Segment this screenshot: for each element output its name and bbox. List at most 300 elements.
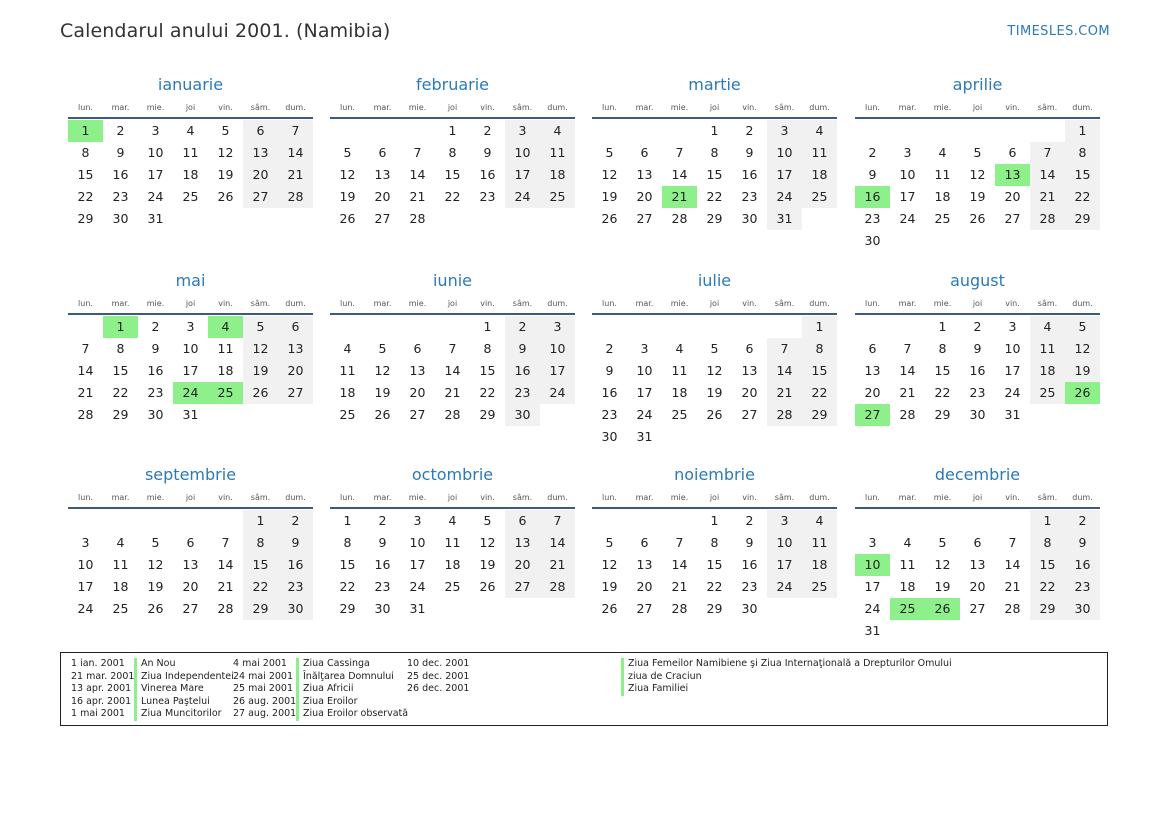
day-cell: 19: [601, 579, 618, 594]
day-cell: 22: [112, 385, 129, 400]
holiday-day-cell: 16: [855, 186, 890, 208]
day-cell: 16: [601, 385, 618, 400]
day-cell: 7: [221, 535, 230, 550]
month-name: februarie: [415, 75, 490, 94]
day-cell: 24: [409, 579, 426, 594]
day-cell: 22: [444, 189, 461, 204]
day-cell: 27: [636, 211, 653, 226]
holiday-day-cell: 25: [208, 382, 243, 404]
day-cell: 19: [243, 360, 278, 382]
day-cell: 30: [505, 404, 540, 426]
day-cell: 26: [339, 211, 356, 226]
day-cell: 16: [969, 363, 986, 378]
holiday-date: 26 dec. 2001: [407, 683, 470, 695]
month-martie: [592, 73, 837, 230]
day-cell: 20: [1004, 189, 1021, 204]
month-name: aprilie: [952, 75, 1003, 94]
weekday-label: dum.: [285, 103, 306, 112]
day-cell: 11: [802, 532, 837, 554]
day-cell: 25: [802, 186, 837, 208]
weekday-label: mie.: [408, 493, 427, 502]
weekday-label: joi: [185, 493, 196, 502]
days-grid: [330, 120, 575, 230]
holiday-date: 24 mai 2001: [233, 670, 294, 682]
month-iunie: [330, 269, 575, 426]
weekday-label: mar.: [373, 493, 392, 502]
day-cell: 11: [217, 341, 234, 356]
weekday-label: vin.: [480, 299, 495, 308]
day-cell: 2: [483, 123, 492, 138]
weekday-label: mie.: [670, 493, 689, 502]
day-cell: 30: [601, 429, 618, 444]
day-cell: 18: [802, 554, 837, 576]
weekday-label: dum.: [809, 299, 830, 308]
weekday-label: mar.: [111, 103, 130, 112]
month-ianuarie: [68, 73, 313, 230]
day-cell: 25: [671, 407, 688, 422]
day-cell: 23: [505, 382, 540, 404]
day-cell: 22: [1030, 576, 1065, 598]
day-cell: 9: [745, 535, 754, 550]
day-cell: 6: [278, 316, 313, 338]
weekday-label: sâm.: [1037, 493, 1058, 502]
weekday-label: mar.: [111, 493, 130, 502]
day-cell: 22: [339, 579, 356, 594]
day-cell: 29: [934, 407, 951, 422]
day-cell: 4: [802, 120, 837, 142]
holiday-day-cell: 27: [855, 404, 890, 426]
weekday-label: sâm.: [250, 103, 271, 112]
weekday-label: mie.: [146, 493, 165, 502]
day-cell: 30: [374, 601, 391, 616]
weekday-label: dum.: [1072, 493, 1093, 502]
day-cell: 6: [186, 535, 195, 550]
day-cell: 15: [706, 167, 723, 182]
days-grid: [855, 316, 1100, 426]
day-cell: 26: [243, 382, 278, 404]
weekday-label: joi: [447, 493, 458, 502]
holiday-day-cell: 21: [662, 186, 697, 208]
weekday-label: lun.: [78, 103, 93, 112]
month-name: ianuarie: [157, 75, 224, 94]
holiday-date: 13 apr. 2001: [71, 683, 132, 695]
day-cell: 21: [767, 382, 802, 404]
day-cell: 23: [112, 189, 129, 204]
weekday-label: vin.: [480, 493, 495, 502]
day-cell: 29: [479, 407, 496, 422]
day-cell: 23: [374, 579, 391, 594]
day-cell: 13: [409, 363, 426, 378]
day-cell: 14: [671, 557, 688, 572]
weekday-label: joi: [447, 299, 458, 308]
day-cell: 19: [934, 579, 951, 594]
day-cell: 8: [710, 145, 719, 160]
weekday-label: dum.: [547, 103, 568, 112]
day-cell: 7: [767, 338, 802, 360]
day-cell: 25: [182, 189, 199, 204]
day-cell: 5: [343, 145, 352, 160]
day-cell: 7: [448, 341, 457, 356]
weekday-label: dum.: [285, 493, 306, 502]
day-cell: 25: [540, 186, 575, 208]
day-cell: 29: [77, 211, 94, 226]
day-cell: 16: [505, 360, 540, 382]
weekday-label: joi: [709, 493, 720, 502]
holiday-names-col-2: [296, 658, 408, 721]
day-cell: 13: [278, 338, 313, 360]
day-cell: 18: [899, 579, 916, 594]
day-cell: 10: [1004, 341, 1021, 356]
day-cell: 29: [1030, 598, 1065, 620]
weekday-label: vin.: [742, 299, 757, 308]
weekday-label: mar.: [898, 493, 917, 502]
holiday-date: 25 mai 2001: [233, 683, 294, 695]
day-cell: 1: [448, 123, 457, 138]
empty-cell: [925, 510, 960, 532]
day-cell: 3: [540, 316, 575, 338]
day-cell: 13: [505, 532, 540, 554]
weekday-header: [68, 488, 313, 509]
weekday-label: lun.: [865, 493, 880, 502]
day-cell: 4: [1030, 316, 1065, 338]
day-cell: 15: [934, 363, 951, 378]
day-cell: 22: [77, 189, 94, 204]
empty-cell: [855, 316, 890, 338]
day-cell: 5: [605, 145, 614, 160]
day-cell: 20: [374, 189, 391, 204]
day-cell: 24: [636, 407, 653, 422]
day-cell: 21: [671, 579, 688, 594]
day-cell: 9: [483, 145, 492, 160]
day-cell: 7: [675, 535, 684, 550]
day-cell: 15: [243, 554, 278, 576]
day-cell: 16: [112, 167, 129, 182]
day-cell: 20: [636, 189, 653, 204]
day-cell: 15: [479, 363, 496, 378]
day-cell: 5: [483, 513, 492, 528]
day-cell: 21: [899, 385, 916, 400]
day-cell: 28: [1030, 208, 1065, 230]
day-cell: 26: [217, 189, 234, 204]
day-cell: 29: [243, 598, 278, 620]
empty-cell: [400, 316, 435, 338]
day-cell: 17: [77, 579, 94, 594]
day-cell: 24: [505, 186, 540, 208]
empty-cell: [173, 510, 208, 532]
holiday-name: Ziua Familiei: [621, 683, 952, 696]
day-cell: 9: [116, 145, 125, 160]
brand-link[interactable]: TIMESLES.COM: [1007, 24, 1110, 39]
day-cell: 4: [540, 120, 575, 142]
day-cell: 11: [671, 363, 688, 378]
day-cell: 31: [409, 601, 426, 616]
month-name: iulie: [697, 271, 732, 290]
empty-cell: [855, 120, 890, 142]
day-cell: 20: [505, 554, 540, 576]
weekday-label: mie.: [670, 299, 689, 308]
day-cell: 7: [278, 120, 313, 142]
day-cell: 3: [1008, 319, 1017, 334]
day-cell: 27: [409, 407, 426, 422]
day-cell: 30: [741, 601, 758, 616]
weekday-label: lun.: [340, 103, 355, 112]
day-cell: 7: [1008, 535, 1017, 550]
day-cell: 29: [339, 601, 356, 616]
day-cell: 6: [640, 145, 649, 160]
weekday-label: mar.: [373, 299, 392, 308]
day-cell: 6: [973, 535, 982, 550]
day-cell: 19: [1065, 360, 1100, 382]
weekday-label: mie.: [670, 103, 689, 112]
day-cell: 21: [1030, 186, 1065, 208]
day-cell: 2: [605, 341, 614, 356]
day-cell: 5: [378, 341, 387, 356]
weekday-label: mar.: [373, 103, 392, 112]
day-cell: 27: [1004, 211, 1021, 226]
day-cell: 20: [741, 385, 758, 400]
day-cell: 4: [343, 341, 352, 356]
day-cell: 27: [505, 576, 540, 598]
month-noiembrie: [592, 463, 837, 620]
weekday-header: [592, 294, 837, 315]
holiday-date: 16 apr. 2001: [71, 695, 132, 707]
day-cell: 2: [505, 316, 540, 338]
empty-cell: [592, 316, 627, 338]
day-cell: 27: [969, 601, 986, 616]
weekday-label: lun.: [602, 493, 617, 502]
day-cell: 1: [483, 319, 492, 334]
day-cell: 4: [675, 341, 684, 356]
day-cell: 1: [343, 513, 352, 528]
day-cell: 17: [1004, 363, 1021, 378]
holiday-legend: [60, 652, 1108, 726]
weekday-label: dum.: [547, 493, 568, 502]
holiday-dates-col-3: [407, 658, 469, 696]
day-cell: 22: [802, 382, 837, 404]
day-cell: 20: [243, 164, 278, 186]
weekday-label: vin.: [1005, 299, 1020, 308]
day-cell: 10: [147, 145, 164, 160]
day-cell: 23: [601, 407, 618, 422]
empty-cell: [103, 510, 138, 532]
day-cell: 31: [1004, 407, 1021, 422]
day-cell: 24: [767, 576, 802, 598]
day-cell: 7: [1030, 142, 1065, 164]
day-cell: 5: [938, 535, 947, 550]
weekday-label: joi: [447, 103, 458, 112]
day-cell: 19: [706, 385, 723, 400]
day-cell: 14: [899, 363, 916, 378]
day-cell: 17: [540, 360, 575, 382]
empty-cell: [890, 510, 925, 532]
day-cell: 26: [479, 579, 496, 594]
day-cell: 16: [147, 363, 164, 378]
weekday-label: lun.: [340, 299, 355, 308]
day-cell: 8: [802, 338, 837, 360]
day-cell: 23: [864, 211, 881, 226]
day-cell: 18: [182, 167, 199, 182]
day-cell: 2: [973, 319, 982, 334]
day-cell: 8: [938, 341, 947, 356]
holiday-name: An Nou: [134, 658, 234, 671]
day-cell: 28: [1004, 601, 1021, 616]
holiday-name: Ziua Cassinga: [296, 658, 408, 671]
day-cell: 22: [243, 576, 278, 598]
empty-cell: [1030, 120, 1065, 142]
month-name: septembrie: [144, 465, 237, 484]
month-mai: [68, 269, 313, 426]
holiday-day-cell: 25: [890, 598, 925, 620]
holiday-name: Vinerea Mare: [134, 683, 234, 696]
day-cell: 28: [540, 576, 575, 598]
day-cell: 15: [1030, 554, 1065, 576]
day-cell: 3: [81, 535, 90, 550]
day-cell: 5: [151, 535, 160, 550]
holiday-date: 1 mai 2001: [71, 708, 125, 720]
day-cell: 14: [444, 363, 461, 378]
holiday-name: Ziua Muncitorilor: [134, 708, 234, 721]
weekday-label: vin.: [1005, 103, 1020, 112]
weekday-label: dum.: [1072, 299, 1093, 308]
day-cell: 9: [278, 532, 313, 554]
day-cell: 1: [1065, 120, 1100, 142]
weekday-label: lun.: [78, 493, 93, 502]
day-cell: 30: [864, 233, 881, 248]
weekday-label: sâm.: [774, 493, 795, 502]
day-cell: 9: [605, 363, 614, 378]
day-cell: 28: [409, 211, 426, 226]
day-cell: 8: [710, 535, 719, 550]
days-grid: [592, 510, 837, 620]
day-cell: 25: [1030, 382, 1065, 404]
day-cell: 4: [186, 123, 195, 138]
day-cell: 21: [444, 385, 461, 400]
day-cell: 9: [973, 341, 982, 356]
day-cell: 14: [217, 557, 234, 572]
day-cell: 25: [934, 211, 951, 226]
day-cell: 31: [147, 211, 164, 226]
weekday-header: [855, 488, 1100, 509]
day-cell: 24: [899, 211, 916, 226]
day-cell: 2: [745, 123, 754, 138]
month-name: octombrie: [411, 465, 494, 484]
days-grid: [68, 316, 313, 426]
day-cell: 30: [278, 598, 313, 620]
weekday-label: mie.: [146, 299, 165, 308]
day-cell: 17: [182, 363, 199, 378]
weekday-label: sâm.: [1037, 299, 1058, 308]
holiday-day-cell: 24: [173, 382, 208, 404]
day-cell: 12: [339, 167, 356, 182]
month-name: noiembrie: [674, 465, 755, 484]
weekday-label: vin.: [1005, 493, 1020, 502]
weekday-header: [592, 98, 837, 119]
day-cell: 21: [217, 579, 234, 594]
weekday-label: mie.: [933, 103, 952, 112]
day-cell: 28: [444, 407, 461, 422]
day-cell: 11: [899, 557, 916, 572]
month-februarie: [330, 73, 575, 230]
day-cell: 3: [640, 341, 649, 356]
day-cell: 12: [706, 363, 723, 378]
day-cell: 24: [540, 382, 575, 404]
weekday-label: mar.: [898, 299, 917, 308]
day-cell: 20: [278, 360, 313, 382]
day-cell: 18: [1030, 360, 1065, 382]
day-cell: 3: [505, 120, 540, 142]
weekday-label: mar.: [635, 299, 654, 308]
day-cell: 19: [479, 557, 496, 572]
weekday-label: vin.: [218, 103, 233, 112]
weekday-label: mie.: [408, 299, 427, 308]
day-cell: 31: [636, 429, 653, 444]
holiday-date: 21 mar. 2001: [71, 670, 135, 682]
weekday-label: vin.: [218, 299, 233, 308]
weekday-label: mar.: [898, 103, 917, 112]
month-octombrie: [330, 463, 575, 620]
day-cell: 18: [112, 579, 129, 594]
day-cell: 10: [899, 167, 916, 182]
day-cell: 7: [81, 341, 90, 356]
day-cell: 24: [864, 601, 881, 616]
day-cell: 6: [1008, 145, 1017, 160]
day-cell: 12: [374, 363, 391, 378]
day-cell: 19: [969, 189, 986, 204]
empty-cell: [330, 316, 365, 338]
day-cell: 28: [671, 211, 688, 226]
day-cell: 22: [706, 189, 723, 204]
day-cell: 18: [339, 385, 356, 400]
day-cell: 14: [671, 167, 688, 182]
day-cell: 12: [601, 557, 618, 572]
empty-cell: [68, 316, 103, 338]
holiday-date: 1 ian. 2001: [71, 658, 125, 669]
day-cell: 3: [903, 145, 912, 160]
weekday-label: sâm.: [512, 299, 533, 308]
day-cell: 1: [1030, 510, 1065, 532]
day-cell: 28: [671, 601, 688, 616]
day-cell: 27: [182, 601, 199, 616]
day-cell: 12: [969, 167, 986, 182]
empty-cell: [855, 510, 890, 532]
weekday-label: dum.: [1072, 103, 1093, 112]
day-cell: 8: [1065, 142, 1100, 164]
day-cell: 24: [767, 186, 802, 208]
day-cell: 26: [601, 601, 618, 616]
day-cell: 13: [243, 142, 278, 164]
holiday-day-cell: 1: [68, 120, 103, 142]
weekday-label: dum.: [285, 299, 306, 308]
day-cell: 24: [1004, 385, 1021, 400]
weekday-label: sâm.: [250, 299, 271, 308]
holiday-name: Ziua Eroilor: [296, 696, 408, 709]
weekday-header: [855, 294, 1100, 315]
month-name: iunie: [432, 271, 472, 290]
empty-cell: [400, 120, 435, 142]
holiday-day-cell: 4: [208, 316, 243, 338]
day-cell: 27: [243, 186, 278, 208]
day-cell: 11: [112, 557, 129, 572]
day-cell: 17: [147, 167, 164, 182]
empty-cell: [662, 120, 697, 142]
day-cell: 2: [745, 513, 754, 528]
weekday-label: lun.: [865, 103, 880, 112]
day-cell: 8: [243, 532, 278, 554]
day-cell: 30: [741, 211, 758, 226]
day-cell: 10: [77, 557, 94, 572]
day-cell: 3: [413, 513, 422, 528]
holiday-date: 10 dec. 2001: [407, 658, 470, 669]
